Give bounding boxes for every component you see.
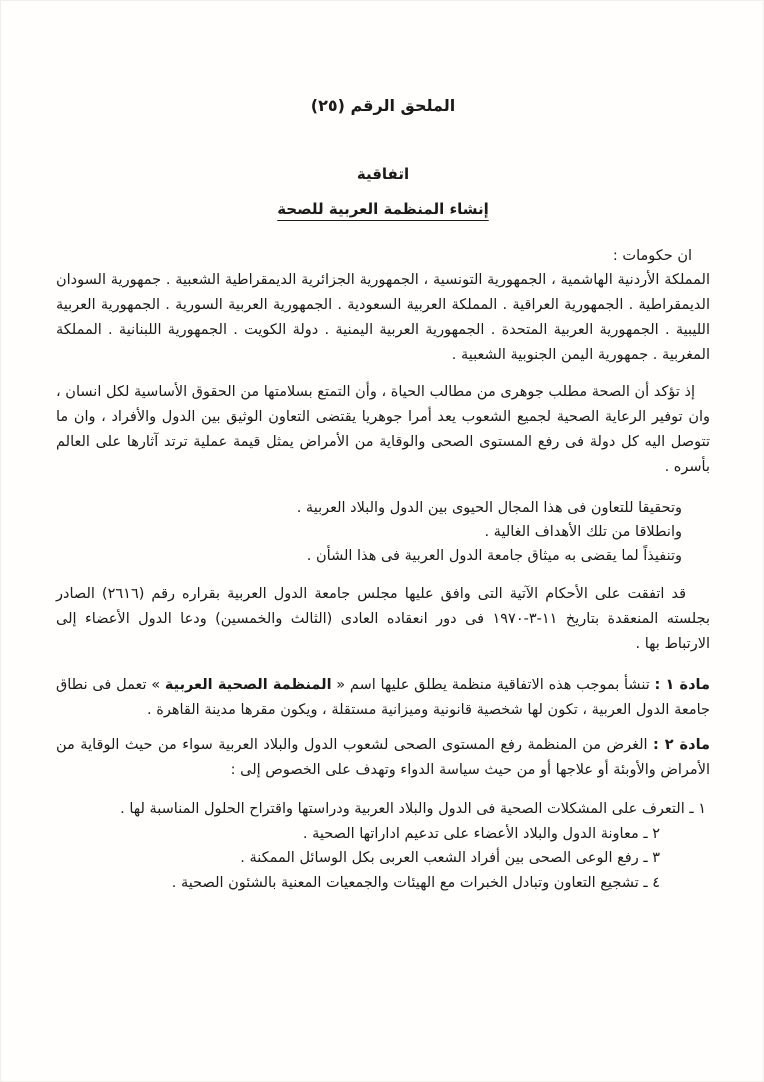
article-2-label: مادة ٢ : [653, 737, 710, 753]
resolution-paragraph: قد اتفقت على الأحكام الآتية التى وافق عليها مجلس جامعة الدول العربية بقراره رقم (٢٦١٦) الصادر بجلسته المنعقدة بتاريخ ١١-٣-١٩٧٠ فى دور انعقاده العادى (الثالث والخمسين) ودعا الدول الأعضاء إلى الارتباط بها . [56, 586, 711, 652]
article-2-paragraph [56, 733, 710, 783]
clause-objectives: وانطلاقا من تلك الأهداف الغالية . [484, 524, 682, 540]
organization-name: المنظمة الصحية العربية [164, 677, 332, 693]
goals-list [56, 797, 710, 895]
clause-league-charter: وتنفيذاً لما يقضى به ميثاق جامعة الدول العربية فى هذا الشأن . [306, 548, 682, 564]
goal-item-2: ٢ ـ معاونة الدول والبلاد الأعضاء على تدعيم اداراتها الصحية . [302, 825, 660, 842]
clause-cooperation: وتحقيقا للتعاون فى هذا المجال الحيوى بين الدول والبلاد العربية . [296, 500, 682, 516]
goal-item-4: ٤ ـ تشجيع التعاون وتبادل الخبرات مع الهيئات والجمعيات المعنية بالشئون الصحية . [171, 874, 660, 891]
preamble-paragraph: إذ تؤكد أن الصحة مطلب جوهرى من مطالب الحياة ، وأن التمتع بسلامتها من الحقوق الأساسية لكل انسان ، وان توفير الرعاية الصحية لجميع الشعوب يعد أمرا جوهريا يقتضى التعاون الوثيق بين الدول والأفراد ، وان ما تتوصل اليه كل دولة فى رفع المستوى الصحى والوقاية من الأمراض يمثل قيمة عملية ترتد آثارها على العالم بأسره . [56, 384, 710, 475]
article-1-text-before: تنشأ بموجب هذه الاتفاقية منظمة يطلق عليها اسم « [331, 677, 655, 693]
article-1-label: مادة ١ : [654, 677, 710, 693]
annex-number-heading: الملحق الرقم (٢٥) [310, 96, 456, 115]
agreement-subtitle: إنشاء المنظمة العربية للصحة [277, 200, 489, 218]
article-1-text-after: » تعمل فى نطاق جامعة الدول العربية ، تكون لها شخصية قانونية وميزانية مستقلة ، ويكون مقرها مدينة القاهرة . [56, 677, 710, 718]
article-2-text: الغرض من المنظمة رفع المستوى الصحى لشعوب الدول والبلاد العربية سواء من حيث الوقاية من الأمراض والأوبئة أو علاجها أو من حيث سياسة الدواء وتهدف على الخصوص إلى : [56, 737, 710, 778]
signatory-countries-paragraph: المملكة الأردنية الهاشمية ، الجمهورية التونسية ، الجمهورية الجزائرية الديمقراطية الشعبية . جمهورية السودان الديمقراطية . الجمهورية العراقية . المملكة العربية السعودية . الجمهورية العربية السورية . الجمهورية العربية الليبية . الجمهورية العربية المتحدة . الجمهورية العربية اليمنية . دولة الكويت . الجمهورية اللبنانية . المملكة المغربية . جمهورية اليمن الجنوبية الشعبية . [56, 272, 710, 363]
salutation-line: ان حكومات : [612, 248, 692, 264]
article-1-paragraph [56, 673, 710, 723]
goal-item-3: ٣ ـ رفع الوعى الصحى بين أفراد الشعب العربى بكل الوسائل الممكنة . [240, 850, 660, 866]
agreement-title: اتفاقية [356, 165, 410, 183]
goal-item-1: ١ ـ التعرف على المشكلات الصحية فى الدول والبلاد العربية ودراستها واقتراح الحلول المناسبة لها . [120, 801, 706, 817]
